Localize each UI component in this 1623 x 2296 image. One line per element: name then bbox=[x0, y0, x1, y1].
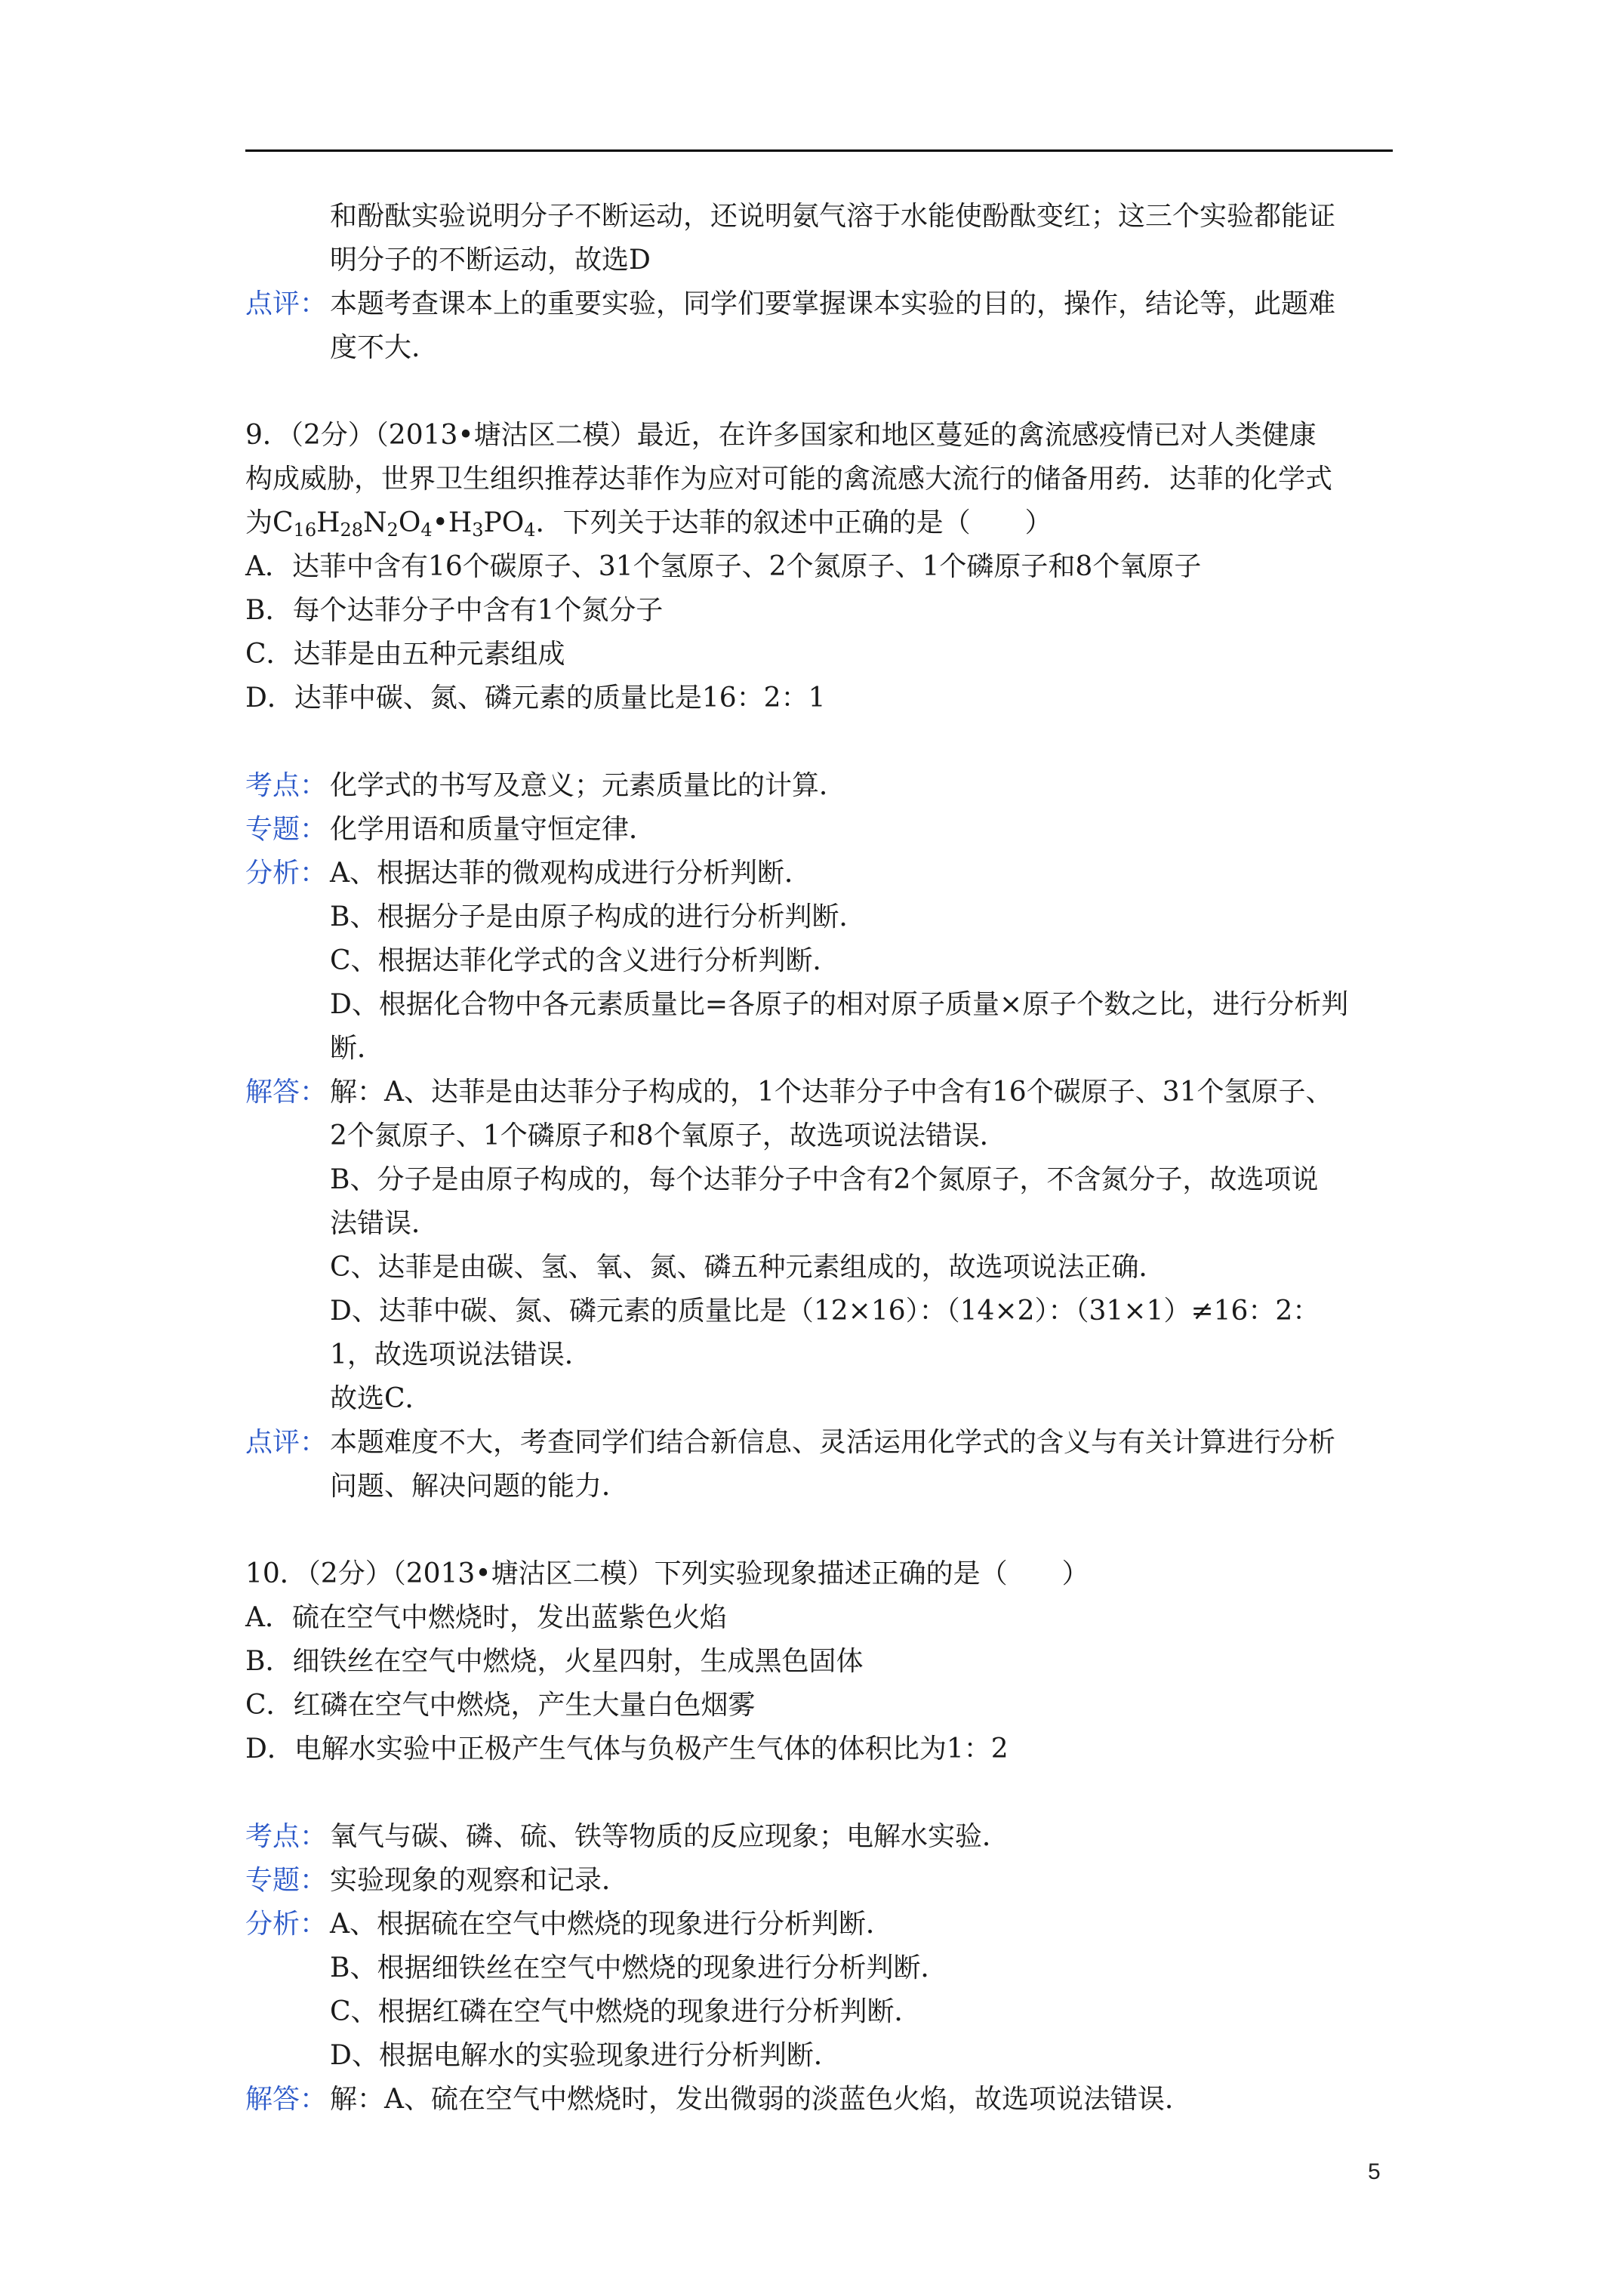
option-b: B．每个达菲分子中含有1个氮分子 bbox=[245, 595, 664, 626]
header-rule bbox=[245, 149, 1393, 152]
question-9 bbox=[245, 414, 1393, 720]
q9-fenxi bbox=[245, 852, 1393, 1071]
text-line: 实验现象的观察和记录． bbox=[330, 1865, 630, 1896]
option-c: C．红磷在空气中燃烧，产生大量白色烟雾 bbox=[245, 1690, 756, 1721]
question-formula-line: 为$C_{16}H_{28}N_2O_4•H_3PO_4$．下列关于达菲的叙述中正确的是（ ） bbox=[245, 507, 1052, 541]
text-line: 本题难度不大，考查同学们结合新信息、灵活运用化学式的含义与有关计算进行分析 bbox=[330, 1427, 1336, 1458]
comment-label: 点评： bbox=[245, 288, 328, 319]
question-stem-line: 构成威胁，世界卫生组织推荐达菲作为应对可能的禽流感大流行的储备用药．达菲的化学式 bbox=[245, 464, 1333, 495]
text-line: 故选C． bbox=[330, 1383, 433, 1414]
q10-jieda bbox=[245, 2078, 1393, 2122]
text-line: 度不大. bbox=[330, 332, 420, 363]
zhuanti-label: 专题： bbox=[245, 1865, 328, 1896]
page-content bbox=[245, 195, 1393, 2122]
text-line: 1，故选项说法错误． bbox=[330, 1339, 592, 1370]
q9-dianping bbox=[245, 1421, 1393, 1509]
prev-answer-continuation bbox=[245, 195, 1393, 282]
text-line: B、根据细铁丝在空气中燃烧的现象进行分析判断． bbox=[330, 1952, 948, 1983]
text-line: C、根据达菲化学式的含义进行分析判断． bbox=[330, 945, 840, 976]
text-line: C、根据红磷在空气中燃烧的现象进行分析判断． bbox=[330, 1996, 922, 2027]
text-line: 解：A、达菲是由达菲分子构成的，1个达菲分子中含有16个碳原子、31个氢原子、 bbox=[330, 1077, 1333, 1108]
option-d: D．达菲中碳、氮、磷元素的质量比是16：2：1 bbox=[245, 683, 826, 713]
q9-jieda bbox=[245, 1071, 1393, 1421]
question-10 bbox=[245, 1552, 1393, 1771]
text-line: D、根据电解水的实验现象进行分析判断． bbox=[330, 2040, 841, 2071]
text-line: 法错误． bbox=[330, 1208, 439, 1239]
option-a: A．达菲中含有16个碳原子、31个氢原子、2个氮原子、1个磷原子和8个氧原子 bbox=[245, 551, 1202, 582]
q9-kaodian bbox=[245, 764, 1393, 808]
jieda-label: 解答： bbox=[245, 2084, 328, 2115]
q10-zhuanti bbox=[245, 1859, 1393, 1903]
prev-comment bbox=[245, 282, 1393, 370]
text-line: 解：A、硫在空气中燃烧时，发出微弱的淡蓝色火焰，故选项说法错误． bbox=[330, 2084, 1192, 2115]
question-stem-line: 9．（2分）（2013•塘沽区二模）最近，在许多国家和地区蔓延的禽流感疫情已对人类健康 bbox=[245, 420, 1317, 451]
text-line: 化学式的书写及意义；元素质量比的计算． bbox=[330, 770, 847, 801]
text-line: 和酚酞实验说明分子不断运动，还说明氨气溶于水能使酚酞变红；这三个实验都能证 bbox=[330, 201, 1336, 232]
page-number: 5 bbox=[1368, 2159, 1381, 2184]
option-a: A．硫在空气中燃烧时，发出蓝紫色火焰 bbox=[245, 1602, 727, 1633]
text-line: D、根据化合物中各元素质量比=各原子的相对原子质量×原子个数之比，进行分析判 bbox=[330, 989, 1349, 1020]
option-b: B．细铁丝在空气中燃烧，火星四射，生成黑色固体 bbox=[245, 1646, 864, 1677]
text-line: A、根据硫在空气中燃烧的现象进行分析判断． bbox=[330, 1909, 893, 1940]
option-d: D．电解水实验中正极产生气体与负极产生气体的体积比为1：2 bbox=[245, 1734, 1009, 1764]
jieda-label: 解答： bbox=[245, 1077, 328, 1108]
kaodian-label: 考点： bbox=[245, 1821, 328, 1852]
text-line: 化学用语和质量守恒定律． bbox=[330, 814, 657, 845]
text-line: 2个氮原子、1个磷原子和8个氧原子，故选项说法错误． bbox=[330, 1120, 1007, 1151]
zhuanti-label: 专题： bbox=[245, 814, 328, 845]
q10-fenxi bbox=[245, 1903, 1393, 2078]
text-line: B、分子是由原子构成的，每个达菲分子中含有2个氮原子，不含氮分子，故选项说 bbox=[330, 1164, 1319, 1195]
text-line: 断． bbox=[330, 1033, 385, 1064]
text-line: D、达菲中碳、氮、磷元素的质量比是（12×16）：（14×2）：（31×1）≠16：2： bbox=[330, 1296, 1320, 1327]
text-line: A、根据达菲的微观构成进行分析判断． bbox=[330, 858, 812, 889]
text-line: 明分子的不断运动，故选D bbox=[330, 245, 651, 276]
kaodian-label: 考点： bbox=[245, 770, 328, 801]
fenxi-label: 分析： bbox=[245, 858, 328, 889]
text-line: C、达菲是由碳、氢、氧、氮、磷五种元素组成的，故选项说法正确． bbox=[330, 1252, 1166, 1283]
text-line: 本题考查课本上的重要实验，同学们要掌握课本实验的目的，操作，结论等，此题难 bbox=[330, 288, 1336, 319]
q9-zhuanti bbox=[245, 808, 1393, 852]
fenxi-label: 分析： bbox=[245, 1909, 328, 1940]
text-line: 氧气与碳、磷、硫、铁等物质的反应现象；电解水实验． bbox=[330, 1821, 1010, 1852]
text-line: 问题、解决问题的能力． bbox=[330, 1471, 630, 1502]
text-line: B、根据分子是由原子构成的进行分析判断． bbox=[330, 901, 867, 932]
q10-kaodian bbox=[245, 1815, 1393, 1859]
question-stem-line: 10．（2分）（2013•塘沽区二模）下列实验现象描述正确的是（ ） bbox=[245, 1558, 1089, 1589]
dianping-label: 点评： bbox=[245, 1427, 328, 1458]
option-c: C．达菲是由五种元素组成 bbox=[245, 639, 565, 670]
